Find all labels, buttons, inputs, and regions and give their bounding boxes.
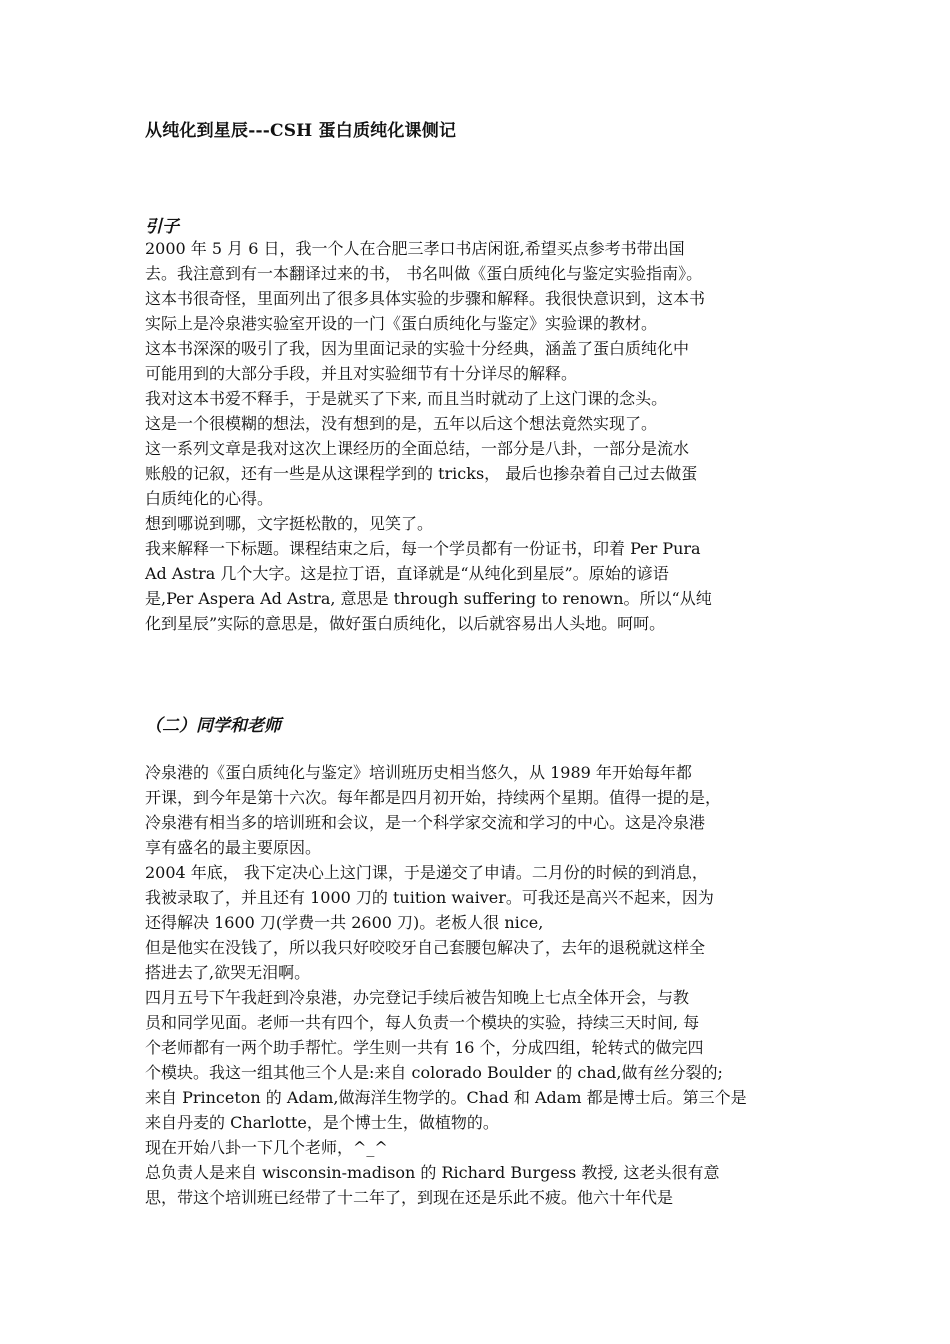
text-line: 这一系列文章是我对这次上课经历的全面总结，一部分是八卦，一部分是流水 <box>145 439 690 458</box>
text-line: 白质纯化的心得。 <box>145 489 274 508</box>
text-line: 去。我注意到有一本翻译过来的书， 书名叫做《蛋白质纯化与鉴定实验指南》。 <box>145 264 703 283</box>
text-line: 还得解决 1600 刀(学费一共 2600 刀)。老板人很 nice, <box>145 913 544 932</box>
text-line: 员和同学见面。老师一共有四个，每人负责一个模块的实验，持续三天时间, 每 <box>145 1013 700 1032</box>
text-line: 来自 Princeton 的 Adam,做海洋生物学的。Chad 和 Adam 都是博士后。第三个是 <box>145 1088 747 1107</box>
text-line: 2000 年 5 月 6 日，我一个人在合肥三孝口书店闲诳,希望买点参考书带出国 <box>145 239 685 258</box>
text-line: 想到哪说到哪，文字挺松散的，见笑了。 <box>145 514 434 533</box>
text-line: Ad Astra 几个大字。这是拉丁语，直译就是“从纯化到星辰”。原始的谚语 <box>145 564 669 583</box>
text-line: 个模块。我这一组其他三个人是:来自 colorado Boulder 的 chad,做有丝分裂的; <box>145 1063 723 1082</box>
text-line: 是,Per Aspera Ad Astra, 意思是 through suffering to renown。所以“从纯 <box>145 589 712 608</box>
text-line: 搭进去了,欲哭无泪啊。 <box>145 963 311 982</box>
text-line: 四月五号下午我赶到冷泉港，办完登记手续后被告知晚上七点全体开会，与教 <box>145 988 690 1007</box>
text-line: 我对这本书爱不释手，于是就买了下来, 而且当时就动了上这门课的念头。 <box>145 389 668 408</box>
text-line: 来自丹麦的 Charlotte，是个博士生，做植物的。 <box>145 1113 499 1132</box>
text-line: 账般的记叙，还有一些是从这课程学到的 tricks， 最后也掺杂着自己过去做蛋 <box>145 464 698 483</box>
text-line: 冷泉港有相当多的培训班和会议，是一个科学家交流和学习的中心。这是冷泉港 <box>145 813 706 832</box>
text-line: 可能用到的大部分手段，并且对实验细节有十分详尽的解释。 <box>145 364 578 383</box>
text-line: 这本书很奇怪，里面列出了很多具体实验的步骤和解释。我很快意识到，这本书 <box>145 289 706 308</box>
text-line: 现在开始八卦一下几个老师，^_^ <box>145 1138 388 1157</box>
text-line: 享有盛名的最主要原因。 <box>145 838 322 857</box>
text-line: 冷泉港的《蛋白质纯化与鉴定》培训班历史相当悠久，从 1989 年开始每年都 <box>145 763 692 782</box>
text-line: 化到星辰”实际的意思是，做好蛋白质纯化，以后就容易出人头地。呵呵。 <box>145 614 666 633</box>
text-line: 思，带这个培训班已经带了十二年了，到现在还是乐此不疲。他六十年代是 <box>145 1188 674 1207</box>
text-line: 我来解释一下标题。课程结束之后，每一个学员都有一份证书，印着 Per Pura <box>145 539 701 558</box>
text-line: 个老师都有一两个助手帮忙。学生则一共有 16 个，分成四组，轮转式的做完四 <box>145 1038 704 1057</box>
text-line: 实际上是冷泉港实验室开设的一门《蛋白质纯化与鉴定》实验课的教材。 <box>145 314 658 333</box>
text-line: 但是他实在没钱了，所以我只好咬咬牙自己套腰包解决了，去年的退税就这样全 <box>145 938 706 957</box>
section-heading-intro: 引子 <box>145 217 179 237</box>
text-line: 开课，到今年是第十六次。每年都是四月初开始，持续两个星期。值得一提的是， <box>145 788 722 807</box>
section-heading-classmates-teachers: （二）同学和老师 <box>145 716 281 736</box>
text-line: 我被录取了，并且还有 1000 刀的 tuition waiver。可我还是高兴不起来，因为 <box>145 888 714 907</box>
text-line: 这是一个很模糊的想法，没有想到的是，五年以后这个想法竟然实现了。 <box>145 414 658 433</box>
text-line: 2004 年底， 我下定决心上这门课，于是递交了申请。二月份的时候的到消息， <box>145 863 708 882</box>
document-title: 从纯化到星辰---CSH 蛋白质纯化课侧记 <box>145 121 457 141</box>
text-line: 总负责人是来自 wisconsin-madison 的 Richard Burgess 教授, 这老头很有意 <box>145 1163 720 1182</box>
text-line: 这本书深深的吸引了我，因为里面记录的实验十分经典，涵盖了蛋白质纯化中 <box>145 339 690 358</box>
